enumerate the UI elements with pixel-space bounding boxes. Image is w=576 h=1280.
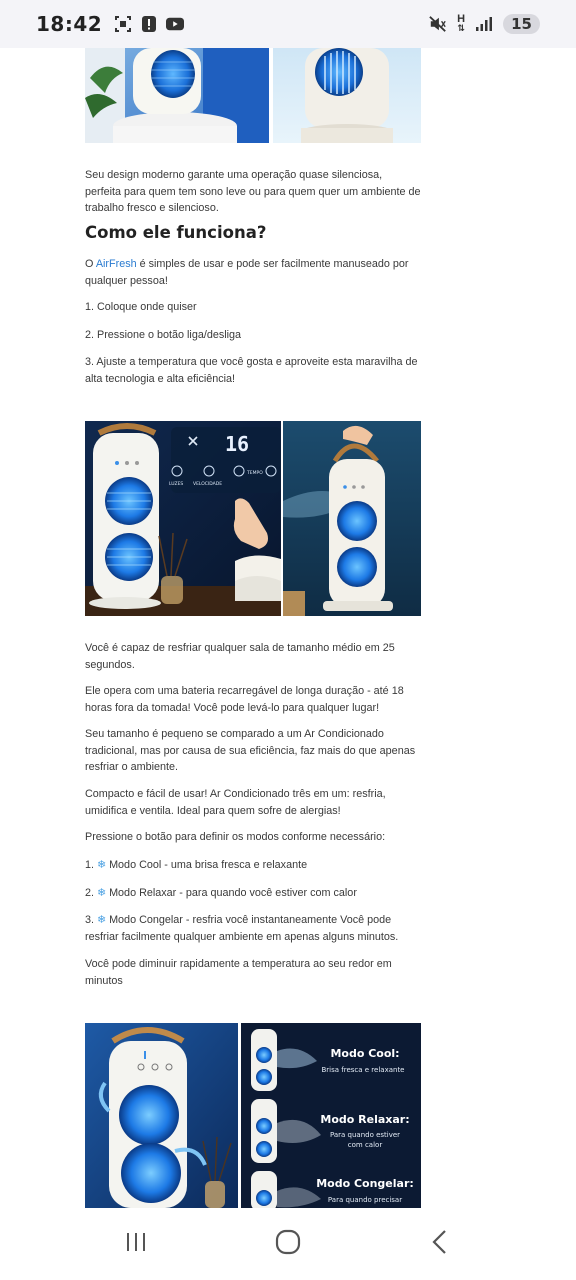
back-button[interactable] [416,1220,464,1268]
display-number: 16 [225,432,250,456]
navigation-bar [0,1208,576,1280]
mode-1: 1. ❄ Modo Cool - uma brisa fresca e relaxante [85,859,308,871]
paragraph-battery: Ele opera com uma bateria recarregável de longa duração - até 18 horas fora da tomada! Você pode levá-lo para qualquer lugar! [85,685,404,714]
status-bar [0,0,576,48]
youtube-icon [166,15,184,33]
status-right-icons [429,14,540,34]
mode-relax-sub-2: com calor [347,1141,383,1149]
airfresh-link[interactable]: AirFresh [95,258,137,270]
snowflake-icon: ❄ [97,887,107,899]
step-1: 1. Coloque onde quiser [85,301,197,313]
product-image-top [85,48,421,143]
mode-freeze-sub: Para quando precisar [327,1196,403,1204]
step-2: 2. Pressione o botão liga/desliga [85,329,242,341]
paragraph-modes-intro: Pressione o botão para definir os modos conforme necessário: [85,831,386,843]
network-label: H ⇅ [457,13,466,33]
back-icon [430,1229,450,1260]
article-content[interactable] [0,48,576,1208]
mode-relax-sub-1: Para quando estiver [329,1131,401,1139]
paragraph-intro: O AirFresh é simples de usar e pode ser facilmente manuseado por qualquer pessoa! [85,258,409,287]
status-time: 18:42 [36,12,103,36]
product-image-modes [85,1023,421,1208]
paragraph-compact: Compacto e fácil de usar! Ar Condicionado três em um: resfria, umidifica e ventila. Ideal para quem sofre de alergias! [85,788,386,817]
mode-cool-sub: Brisa fresca e relaxante [321,1066,405,1074]
battery-indicator: 15 [503,14,540,34]
recent-apps-button[interactable] [112,1220,160,1268]
snowflake-icon: ❄ [97,859,107,871]
status-left-icons [114,15,184,33]
home-icon [275,1229,301,1260]
mode-3: 3. ❄ Modo Congelar - resfria você instantaneamente Você pode resfriar facilmente qualquer ambiente em apenas alguns minutos. [85,914,399,943]
label-tempo: TEMPO [247,471,263,476]
snowflake-icon: ❄ [97,914,107,926]
step-3: 3. Ajuste a temperatura que você gosta e aproveite esta maravilha de alta tecnologia e alta eficiência! [85,356,418,385]
heading-how-it-works: Como ele funciona? [85,223,267,242]
label-luzes: LUZES [169,482,184,487]
paragraph-design: Seu design moderno garante uma operação quase silenciosa, perfeita para quem tem sono leve ou para quem quer um ambiente de trabalho fresco e silencioso. [85,169,421,214]
mute-icon [429,15,447,33]
mode-freeze-title: Modo Congelar: [316,1177,414,1190]
signal-icon [475,15,493,33]
product-image-controls [85,421,421,616]
home-button[interactable] [264,1220,312,1268]
screenshot-icon [114,15,132,33]
alert-icon [140,15,158,33]
mode-cool-title: Modo Cool: [330,1047,400,1060]
mode-relax-title: Modo Relaxar: [320,1113,410,1126]
paragraph-size: Seu tamanho é pequeno se comparado a um Ar Condicionado tradicional, mas por causa de sua eficiência, faz mais do que apenas resfriar o ambiente. [85,728,416,773]
paragraph-lower-temp: Você pode diminuir rapidamente a temperatura ao seu redor em minutos [85,958,392,987]
recent-apps-icon [124,1230,148,1259]
label-velocidade: VELOCIDADE [193,482,223,487]
mode-2: 2. ❄ Modo Relaxar - para quando você estiver com calor [85,887,357,899]
paragraph-cool-room: Você é capaz de resfriar qualquer sala de tamanho médio em 25 segundos. [85,642,395,671]
